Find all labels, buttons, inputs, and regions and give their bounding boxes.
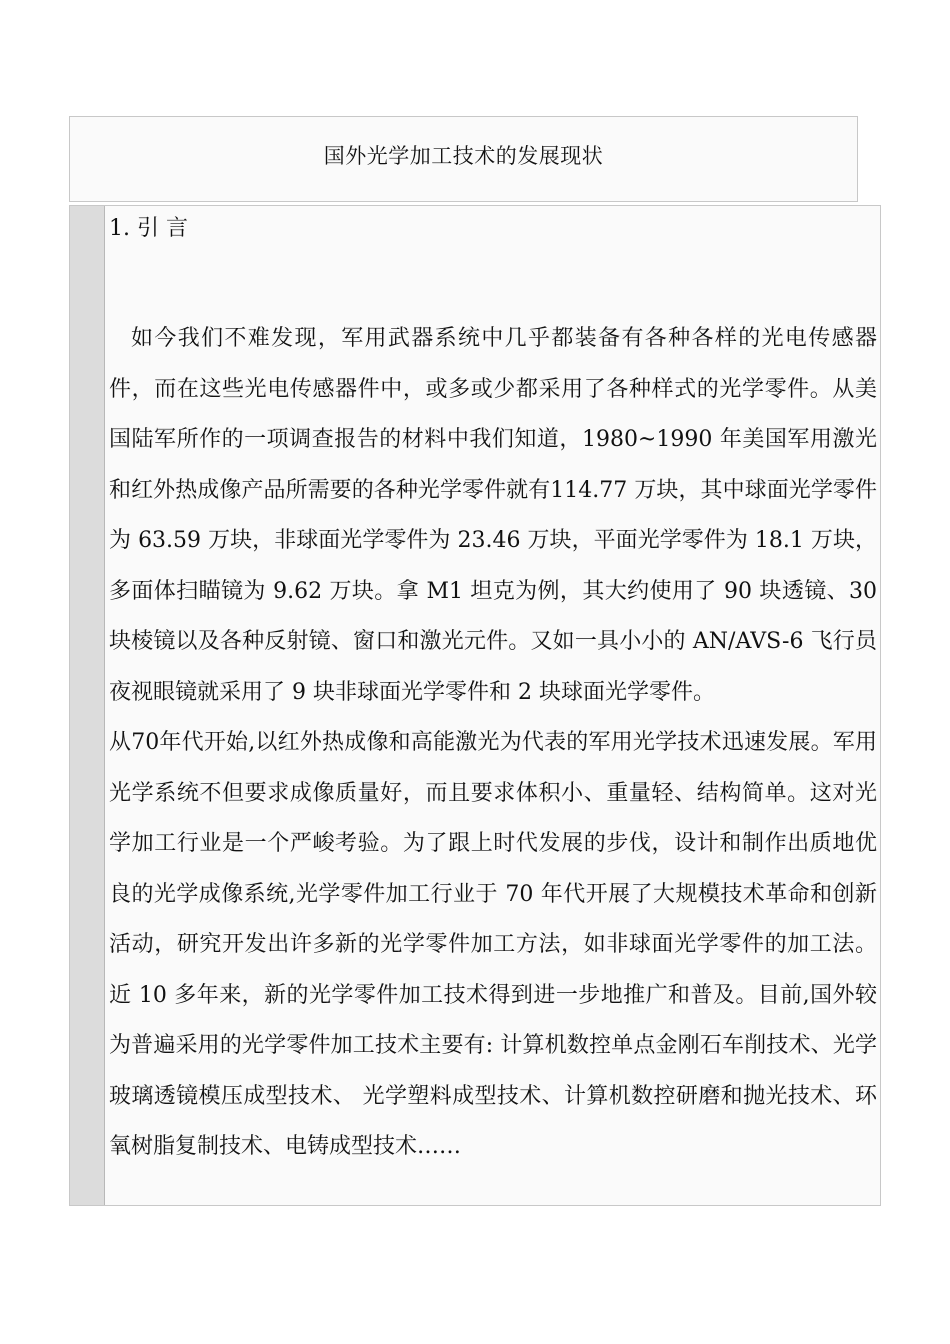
content-frame — [69, 205, 881, 1206]
content-body — [108, 206, 880, 1205]
side-strip — [70, 206, 105, 1205]
title-box — [69, 116, 858, 202]
paragraph-2: 从70年代开始,以红外热成像和高能激光为代表的军用光学技术迅速发展。军用光学系统不但要求成像质量好，而且要求体积小、重量轻、结构简单。这对光学加工行业是一个严峻考验。为了跟上时代发展的步伐，设计和制作出质地优良的光学成像系统,光学零件加工行业于 70 年代开展了大规模技术革命和创新活动，研究开发出许多新的光学零件加工方法，如非球面光学零件的加工法。近 10 多年来，新的光学零件加工技术得到进一步地推广和普及。目前,国外较为普遍采用的光学零件加工技术主要有: 计算机数控单点金刚石车削技术、光学玻璃透镜模压成型技术、 光学塑料成型技术、计算机数控研磨和抛光技术、环氧树脂复制技术、电铸成型技术…… — [109, 730, 877, 1159]
section-heading: 1. 引 言 — [109, 216, 188, 241]
paragraph-1: 如今我们不难发现，军用武器系统中几乎都装备有各种各样的光电传感器件，而在这些光电传感器件中，或多或少都采用了各种样式的光学零件。从美国陆军所作的一项调查报告的材料中我们知道，1980~1990 年美国军用激光和红外热成像产品所需要的各种光学零件就有114.77 万块，其中球面光学零件为 63.59 万块，非球面光学零件为 23.46 万块，平面光学零件为 18.1 万块，多面体扫瞄镜为 9.62 万块。拿 M1 坦克为例，其大约使用了 90 块透镜、30 块棱镜以及各种反射镜、窗口和激光元件。又如一具小小的 AN/AVS-6 飞行员夜视眼镜就采用了 9 块非球面光学零件和 2 块球面光学零件。 — [109, 326, 877, 705]
document-title: 国外光学加工技术的发展现状 — [323, 144, 604, 168]
